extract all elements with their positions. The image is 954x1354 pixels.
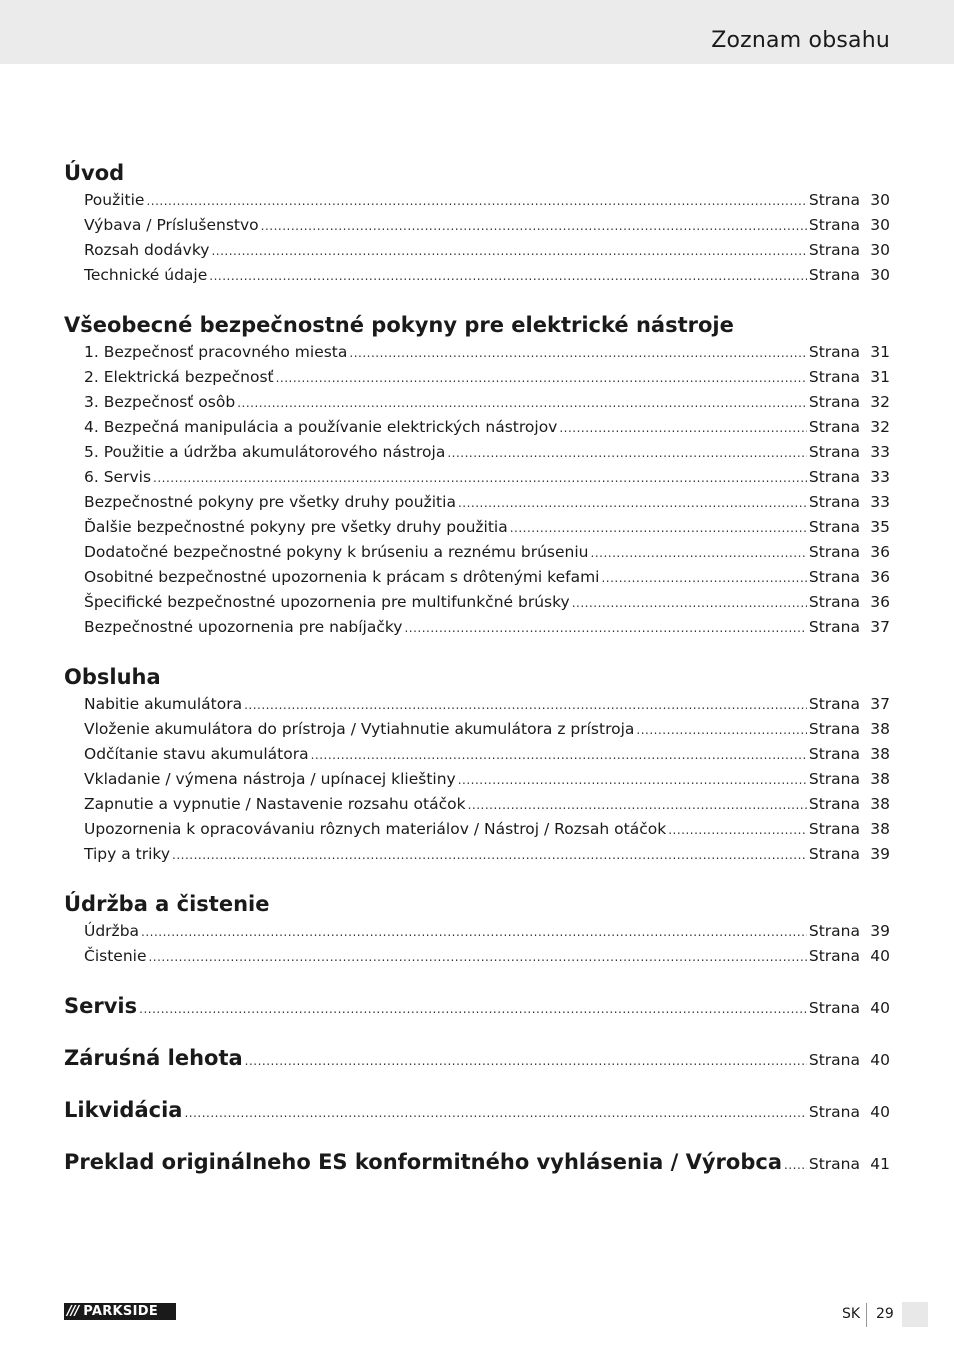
toc-entry <box>64 817 890 842</box>
entry-page-number: 32 <box>870 393 890 411</box>
table-of-contents <box>64 158 890 1177</box>
entry-page-label: Strana <box>808 1155 860 1173</box>
leader-dots <box>184 1098 806 1128</box>
entry-page-label: Strana <box>808 191 860 209</box>
toc-entry <box>64 188 890 213</box>
toc-entry <box>64 692 890 717</box>
toc-entry <box>64 263 890 288</box>
entry-page-number: 36 <box>870 568 890 586</box>
entry-page-label: Strana <box>808 493 860 511</box>
entry-title: Osobitné bezpečnostné upozornenia k prácam s drôtenými kefami <box>84 568 600 586</box>
logo-slashes: /// <box>67 1304 79 1319</box>
leader-dots <box>349 341 807 366</box>
leader-dots <box>276 366 807 391</box>
section-heading: Likvidácia <box>64 1098 183 1122</box>
toc-entry <box>64 365 890 390</box>
entry-title: Čistenie <box>84 947 147 965</box>
entry-page-number: 30 <box>870 241 890 259</box>
toc-section-servis <box>64 991 890 1021</box>
leader-dots <box>404 616 806 641</box>
entry-page-label: Strana <box>808 720 860 738</box>
entry-page-number: 31 <box>870 343 890 361</box>
footer-tab-marker <box>902 1302 928 1327</box>
entry-page-label: Strana <box>808 266 860 284</box>
parkside-logo <box>64 1303 176 1320</box>
leader-dots <box>153 466 807 491</box>
section-heading: Všeobecné bezpečnostné pokyny pre elektrické nástroje <box>64 313 734 337</box>
toc-entry <box>64 238 890 263</box>
toc-entry <box>64 590 890 615</box>
entry-page-number: 35 <box>870 518 890 536</box>
entry-title: 5. Použitie a údržba akumulátorového nástroja <box>84 443 446 461</box>
section-heading: Obsluha <box>64 665 161 689</box>
entry-page-number: 40 <box>870 1051 890 1069</box>
leader-dots <box>559 416 807 441</box>
toc-entry <box>64 742 890 767</box>
leader-dots <box>784 1150 807 1180</box>
leader-dots <box>458 491 807 516</box>
entry-page-label: Strana <box>808 418 860 436</box>
toc-entry <box>64 767 890 792</box>
footer-divider <box>866 1303 867 1327</box>
language-code: SK <box>842 1306 861 1322</box>
entry-title: Vkladanie / výmena nástroja / upínacej klieštiny <box>84 770 456 788</box>
toc-entry <box>64 415 890 440</box>
toc-entry <box>64 340 890 365</box>
leader-dots <box>237 391 807 416</box>
entry-title: Odčítanie stavu akumulátora <box>84 745 309 763</box>
entry-page-label: Strana <box>808 745 860 763</box>
entry-page-label: Strana <box>808 999 860 1017</box>
entry-page-label: Strana <box>808 216 860 234</box>
entry-page-number: 30 <box>870 191 890 209</box>
entry-page-label: Strana <box>808 593 860 611</box>
entry-page-number: 41 <box>870 1155 890 1173</box>
page-number: 29 <box>876 1306 894 1322</box>
leader-dots <box>139 994 807 1024</box>
entry-page-label: Strana <box>808 568 860 586</box>
entry-page-number: 30 <box>870 266 890 284</box>
entry-title: Zapnutie a vypnutie / Nastavenie rozsahu otáčok <box>84 795 466 813</box>
toc-entry <box>64 717 890 742</box>
entry-title: Tipy a triky <box>84 845 171 863</box>
leader-dots <box>447 441 807 466</box>
toc-entry <box>64 615 890 640</box>
entry-title: Bezpečnostné pokyny pre všetky druhy použitia <box>84 493 456 511</box>
entry-page-label: Strana <box>808 543 860 561</box>
toc-entry <box>64 440 890 465</box>
entry-page-label: Strana <box>808 770 860 788</box>
toc-section-declaration <box>64 1147 890 1177</box>
leader-dots <box>172 843 807 868</box>
entry-page-label: Strana <box>808 468 860 486</box>
section-heading: Údržba a čistenie <box>64 892 270 916</box>
entry-page-number: 38 <box>870 720 890 738</box>
leader-dots <box>458 768 807 793</box>
page-title: Zoznam obsahu <box>711 28 890 53</box>
entry-page-number: 33 <box>870 468 890 486</box>
toc-section-disposal <box>64 1095 890 1125</box>
entry-page-number: 38 <box>870 770 890 788</box>
toc-section-warranty <box>64 1043 890 1073</box>
leader-dots <box>591 541 807 566</box>
toc-entry <box>64 540 890 565</box>
leader-dots <box>146 189 806 214</box>
entry-title: 4. Bezpečná manipulácia a používanie elektrických nástrojov <box>84 418 558 436</box>
leader-dots <box>468 793 807 818</box>
entry-title: Údržba <box>84 922 140 940</box>
entry-page-label: Strana <box>808 1051 860 1069</box>
entry-page-number: 31 <box>870 368 890 386</box>
entry-title: Technické údaje <box>84 266 208 284</box>
entry-page-number: 36 <box>870 593 890 611</box>
leader-dots <box>261 214 807 239</box>
entry-page-number: 33 <box>870 493 890 511</box>
entry-page-label: Strana <box>808 845 860 863</box>
toc-entry <box>64 490 890 515</box>
leader-dots <box>245 1046 807 1076</box>
entry-page-label: Strana <box>808 922 860 940</box>
entry-title: Vloženie akumulátora do prístroja / Vytiahnutie akumulátora z prístroja <box>84 720 635 738</box>
entry-title: Špecifické bezpečnostné upozornenia pre multifunkčné brúsky <box>84 593 570 611</box>
entry-page-label: Strana <box>808 443 860 461</box>
entry-title: Nabitie akumulátora <box>84 695 243 713</box>
entry-page-label: Strana <box>808 368 860 386</box>
entry-page-number: 40 <box>870 999 890 1017</box>
toc-entry <box>64 213 890 238</box>
leader-dots <box>209 264 807 289</box>
toc-section-safety <box>64 310 890 640</box>
entry-page-number: 38 <box>870 795 890 813</box>
entry-page-label: Strana <box>808 343 860 361</box>
entry-page-number: 38 <box>870 820 890 838</box>
toc-entry <box>64 944 890 969</box>
section-heading: Záruśná lehota <box>64 1046 243 1070</box>
entry-page-number: 33 <box>870 443 890 461</box>
leader-dots <box>141 920 807 945</box>
toc-entry <box>64 390 890 415</box>
entry-title: Použitie <box>84 191 145 209</box>
entry-title: 6. Servis <box>84 468 152 486</box>
toc-entry <box>64 919 890 944</box>
entry-title: Upozornenia k opracovávaniu rôznych materiálov / Nástroj / Rozsah otáčok <box>84 820 667 838</box>
toc-section-obsluha <box>64 662 890 867</box>
entry-page-label: Strana <box>808 795 860 813</box>
section-heading: Úvod <box>64 161 125 185</box>
entry-title: Ďalšie bezpečnostné pokyny pre všetky druhy použitia <box>84 518 508 536</box>
logo-text: PARKSIDE <box>83 1304 159 1319</box>
entry-page-number: 30 <box>870 216 890 234</box>
entry-page-label: Strana <box>808 695 860 713</box>
entry-page-number: 36 <box>870 543 890 561</box>
entry-page-number: 40 <box>870 1103 890 1121</box>
entry-page-number: 39 <box>870 922 890 940</box>
toc-entry <box>64 565 890 590</box>
entry-page-number: 32 <box>870 418 890 436</box>
leader-dots <box>311 743 807 768</box>
entry-page-number: 37 <box>870 618 890 636</box>
entry-page-label: Strana <box>808 1103 860 1121</box>
entry-title: Rozsah dodávky <box>84 241 210 259</box>
toc-entry <box>64 842 890 867</box>
entry-page-label: Strana <box>808 393 860 411</box>
leader-dots <box>572 591 807 616</box>
toc-section-maintenance <box>64 889 890 969</box>
entry-title: Bezpečnostné upozornenia pre nabíjačky <box>84 618 403 636</box>
entry-title: Výbava / Príslušenstvo <box>84 216 259 234</box>
leader-dots <box>211 239 806 264</box>
toc-section-uvod <box>64 158 890 288</box>
leader-dots <box>510 516 807 541</box>
entry-page-label: Strana <box>808 947 860 965</box>
leader-dots <box>668 818 807 843</box>
entry-page-label: Strana <box>808 518 860 536</box>
entry-page-number: 39 <box>870 845 890 863</box>
entry-page-label: Strana <box>808 241 860 259</box>
entry-title: 3. Bezpečnosť osôb <box>84 393 236 411</box>
section-heading: Servis <box>64 994 138 1018</box>
section-heading: Preklad originálneho ES konformitného vyhlásenia / Výrobca <box>64 1150 782 1174</box>
entry-title: Dodatočné bezpečnostné pokyny k brúseniu a reznému brúseniu <box>84 543 589 561</box>
entry-title: 1. Bezpečnosť pracovného miesta <box>84 343 348 361</box>
entry-page-number: 37 <box>870 695 890 713</box>
leader-dots <box>601 566 806 591</box>
entry-page-number: 38 <box>870 745 890 763</box>
toc-entry <box>64 465 890 490</box>
toc-entry <box>64 515 890 540</box>
entry-page-number: 40 <box>870 947 890 965</box>
toc-entry <box>64 792 890 817</box>
leader-dots <box>244 693 807 718</box>
leader-dots <box>148 945 806 970</box>
entry-page-label: Strana <box>808 618 860 636</box>
leader-dots <box>636 718 806 743</box>
entry-page-label: Strana <box>808 820 860 838</box>
entry-title: 2. Elektrická bezpečnosť <box>84 368 274 386</box>
